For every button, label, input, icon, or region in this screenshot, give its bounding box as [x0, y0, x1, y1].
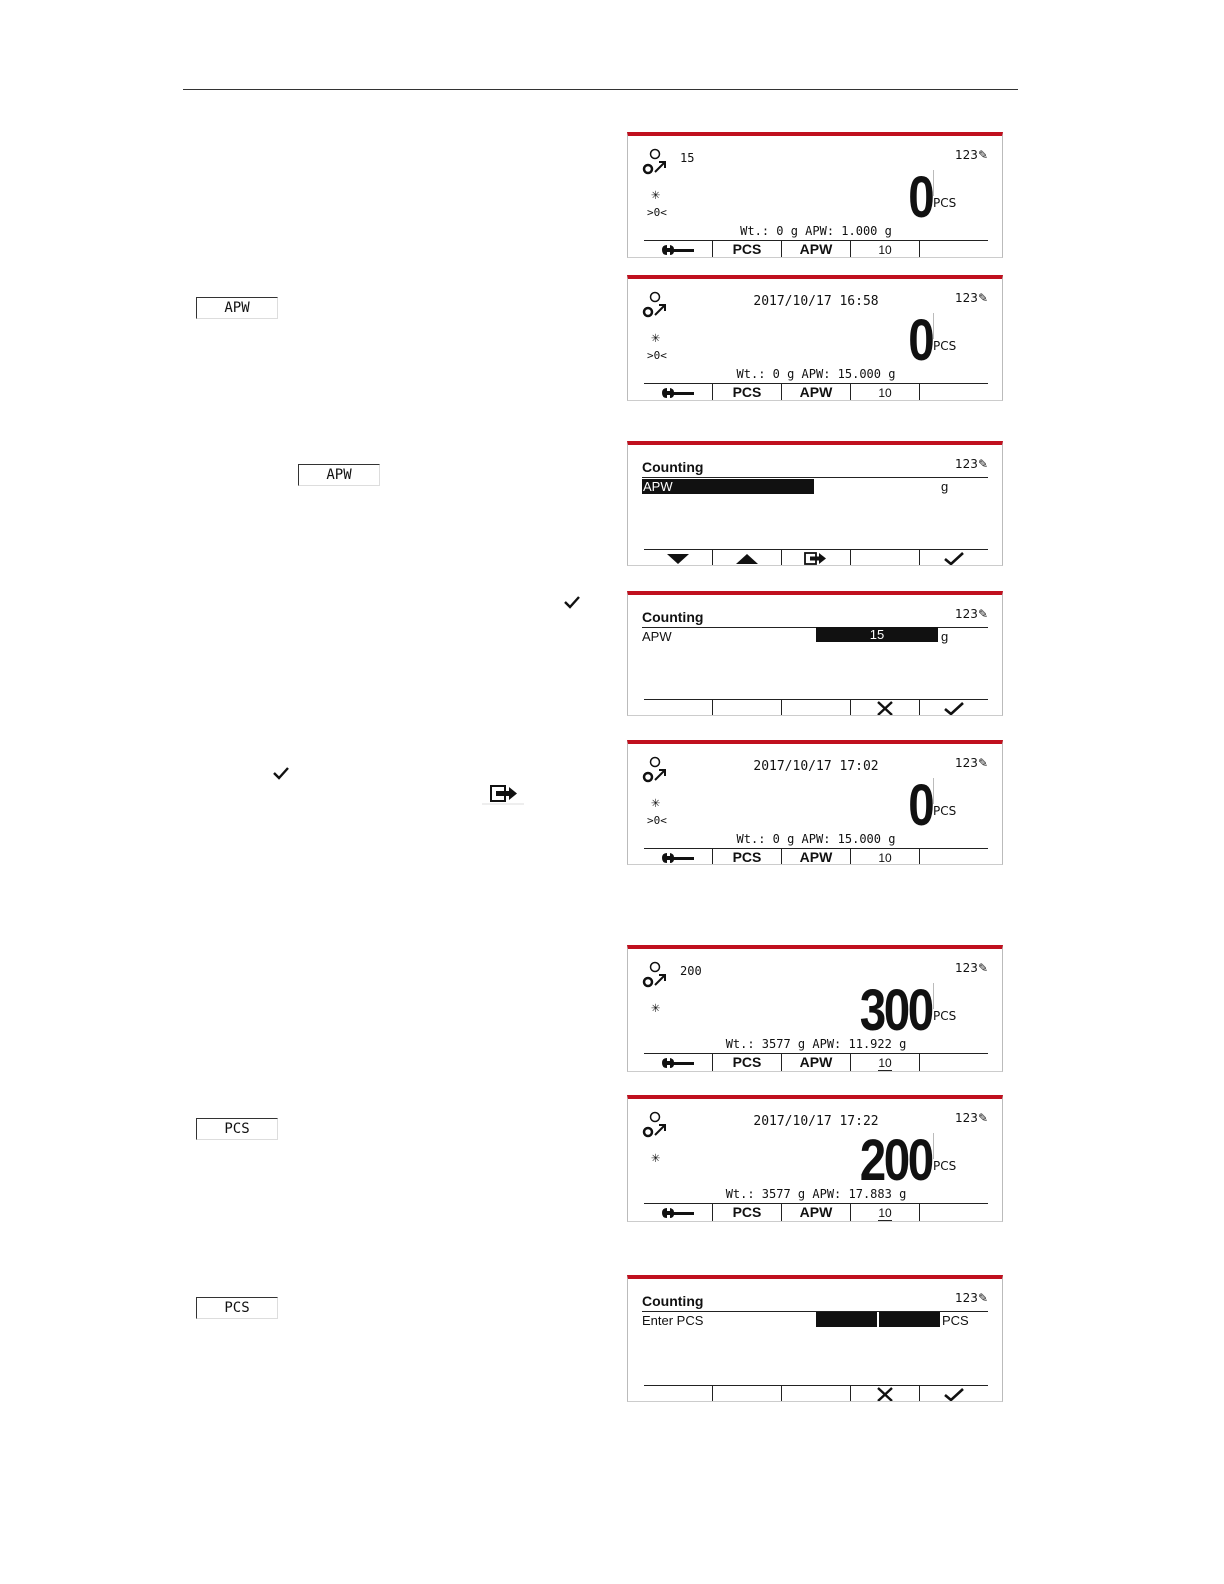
softkey-blank[interactable] [919, 241, 988, 258]
display-separator [933, 1133, 934, 1159]
softkey-cancel[interactable] [850, 1386, 919, 1402]
softkey-sample-10[interactable]: 10 [850, 384, 919, 401]
softkey-blank[interactable] [919, 384, 988, 401]
apw-key-label: APW [196, 297, 278, 319]
menu-row-unit: g [941, 629, 949, 644]
wrench-icon [660, 1056, 696, 1070]
weight-info: Wt.: 3577 g APW: 11.922 g [725, 1037, 907, 1051]
softkey-blank[interactable] [712, 1386, 781, 1402]
pencil-icon: ✎ [977, 457, 988, 471]
check-icon [943, 551, 965, 566]
softkey-up[interactable] [712, 550, 781, 566]
softkey-bar [644, 383, 988, 401]
date-time: 2017/10/17 16:58 [753, 294, 879, 309]
display-separator [933, 170, 934, 196]
check-icon [272, 765, 290, 781]
display-separator [933, 313, 934, 339]
menu-title: Counting [642, 609, 704, 625]
count-readout: 0 [908, 308, 932, 373]
count-readout: 300 [860, 978, 932, 1043]
pencil-icon: ✎ [977, 607, 988, 621]
softkey-cancel[interactable] [850, 700, 919, 716]
softkey-blank[interactable] [644, 700, 712, 716]
counting-enter-pcs-screen [627, 1275, 1003, 1402]
scale-display-screen [627, 275, 1003, 401]
tare-value: 15 [680, 151, 695, 165]
header-rule [183, 89, 1018, 90]
softkey-bar [644, 1385, 988, 1402]
softkey-pcs[interactable]: PCS [712, 241, 781, 258]
softkey-apw[interactable]: APW [781, 241, 850, 258]
softkey-apw[interactable]: APW [781, 1204, 850, 1221]
stable-indicator: ✳ [651, 185, 661, 203]
count-readout: 200 [860, 1128, 932, 1193]
unit-label: PCS [933, 196, 957, 210]
pcs-entry-field[interactable] [816, 1312, 940, 1327]
softkey-bar [644, 549, 988, 566]
menu-row-unit: g [941, 479, 949, 494]
softkey-wrench[interactable] [644, 849, 712, 865]
softkey-blank[interactable] [644, 1386, 712, 1402]
unit-label: PCS [933, 804, 957, 818]
menu-title: Counting [642, 1293, 704, 1309]
check-icon [563, 594, 581, 610]
scale-display-screen [627, 945, 1003, 1072]
pencil-icon: ✎ [977, 961, 988, 975]
mode-indicator: 123✎ [955, 291, 988, 305]
check-icon [943, 701, 965, 716]
pencil-icon: ✎ [977, 1291, 988, 1305]
pencil-icon: ✎ [977, 1111, 988, 1125]
softkey-blank[interactable] [919, 1054, 988, 1071]
wrench-icon [660, 386, 696, 400]
exit-arrow-icon [482, 784, 524, 806]
close-icon [876, 701, 894, 716]
mode-indicator: 123✎ [955, 756, 988, 770]
triangle-up-icon [735, 552, 759, 566]
softkey-blank[interactable] [919, 849, 988, 865]
softkey-accept[interactable] [919, 700, 988, 716]
scale-status-icon [642, 961, 670, 991]
softkey-accept[interactable] [919, 1386, 988, 1402]
triangle-down-icon [666, 552, 690, 566]
display-separator [933, 778, 934, 804]
apw-key-label: APW [298, 464, 380, 486]
scale-display-screen [627, 740, 1003, 865]
zero-indicator: >0< [647, 814, 667, 827]
softkey-blank[interactable] [781, 700, 850, 716]
scale-display-screen [627, 132, 1003, 258]
softkey-exit[interactable] [781, 550, 850, 566]
softkey-sample-10[interactable]: 10 [850, 1204, 919, 1221]
scale-status-icon [642, 148, 670, 178]
softkey-pcs[interactable]: PCS [712, 384, 781, 401]
softkey-blank[interactable] [919, 1204, 988, 1221]
close-icon [876, 1387, 894, 1402]
softkey-down[interactable] [644, 550, 712, 566]
menu-row-label: Enter PCS [642, 1313, 704, 1328]
weight-info: Wt.: 0 g APW: 1.000 g [740, 224, 892, 238]
softkey-blank[interactable] [781, 1386, 850, 1402]
stable-indicator: ✳ [651, 1148, 661, 1166]
menu-row-label: APW [642, 629, 672, 644]
exit-arrow-icon [803, 551, 829, 566]
zero-indicator: >0< [647, 349, 667, 362]
mode-indicator: 123✎ [955, 148, 988, 162]
apw-value-field[interactable]: 15 [816, 627, 938, 642]
softkey-apw[interactable]: APW [781, 1054, 850, 1071]
softkey-pcs[interactable]: PCS [712, 849, 781, 865]
pencil-icon: ✎ [977, 756, 988, 770]
softkey-apw[interactable]: APW [781, 849, 850, 865]
stable-indicator: ✳ [651, 998, 661, 1016]
softkey-accept[interactable] [919, 550, 988, 566]
menu-divider [642, 477, 988, 478]
counting-edit-screen [627, 591, 1003, 716]
stable-indicator: ✳ [651, 328, 661, 346]
softkey-bar [644, 1053, 988, 1072]
counting-menu-screen [627, 441, 1003, 566]
mode-indicator: 123✎ [955, 457, 988, 471]
mode-indicator: 123✎ [955, 607, 988, 621]
wrench-icon [660, 243, 696, 257]
softkey-bar [644, 1203, 988, 1222]
stable-indicator: ✳ [651, 793, 661, 811]
mode-indicator: 123✎ [955, 1111, 988, 1125]
tare-value: 200 [680, 964, 702, 978]
softkey-bar [644, 848, 988, 865]
menu-row-unit: PCS [942, 1313, 969, 1328]
softkey-wrench[interactable] [644, 241, 712, 258]
mode-indicator: 123✎ [955, 1291, 988, 1305]
scale-display-screen [627, 1095, 1003, 1222]
softkey-blank[interactable] [712, 700, 781, 716]
pencil-icon: ✎ [977, 148, 988, 162]
unit-label: PCS [933, 339, 957, 353]
date-time: 2017/10/17 17:22 [753, 1114, 879, 1129]
count-readout: 0 [908, 773, 932, 838]
menu-row-label[interactable]: APW [643, 479, 673, 494]
mode-indicator: 123✎ [955, 961, 988, 975]
count-readout: 0 [908, 165, 932, 230]
softkey-wrench[interactable] [644, 1204, 712, 1221]
pcs-key-label: PCS [196, 1297, 278, 1319]
softkey-pcs[interactable]: PCS [712, 1204, 781, 1221]
softkey-sample-10[interactable]: 10 [850, 1054, 919, 1071]
menu-title: Counting [642, 459, 704, 475]
softkey-sample-10[interactable]: 10 [850, 241, 919, 258]
check-icon [943, 1387, 965, 1402]
softkey-pcs[interactable]: PCS [712, 1054, 781, 1071]
softkey-sample-10[interactable]: 10 [850, 849, 919, 865]
pcs-key-label: PCS [196, 1118, 278, 1140]
weight-info: Wt.: 3577 g APW: 17.883 g [725, 1187, 907, 1201]
wrench-icon [660, 851, 696, 865]
softkey-blank[interactable] [850, 550, 919, 566]
pencil-icon: ✎ [977, 291, 988, 305]
display-separator [933, 983, 934, 1009]
weight-info: Wt.: 0 g APW: 15.000 g [736, 367, 896, 381]
softkey-bar [644, 240, 988, 258]
softkey-wrench[interactable] [644, 1054, 712, 1071]
wrench-icon [660, 1206, 696, 1220]
zero-indicator: >0< [647, 206, 667, 219]
weight-info: Wt.: 0 g APW: 15.000 g [736, 832, 896, 846]
unit-label: PCS [933, 1159, 957, 1173]
softkey-apw[interactable]: APW [781, 384, 850, 401]
softkey-wrench[interactable] [644, 384, 712, 401]
softkey-bar [644, 699, 988, 716]
unit-label: PCS [933, 1009, 957, 1023]
date-time: 2017/10/17 17:02 [753, 759, 879, 774]
